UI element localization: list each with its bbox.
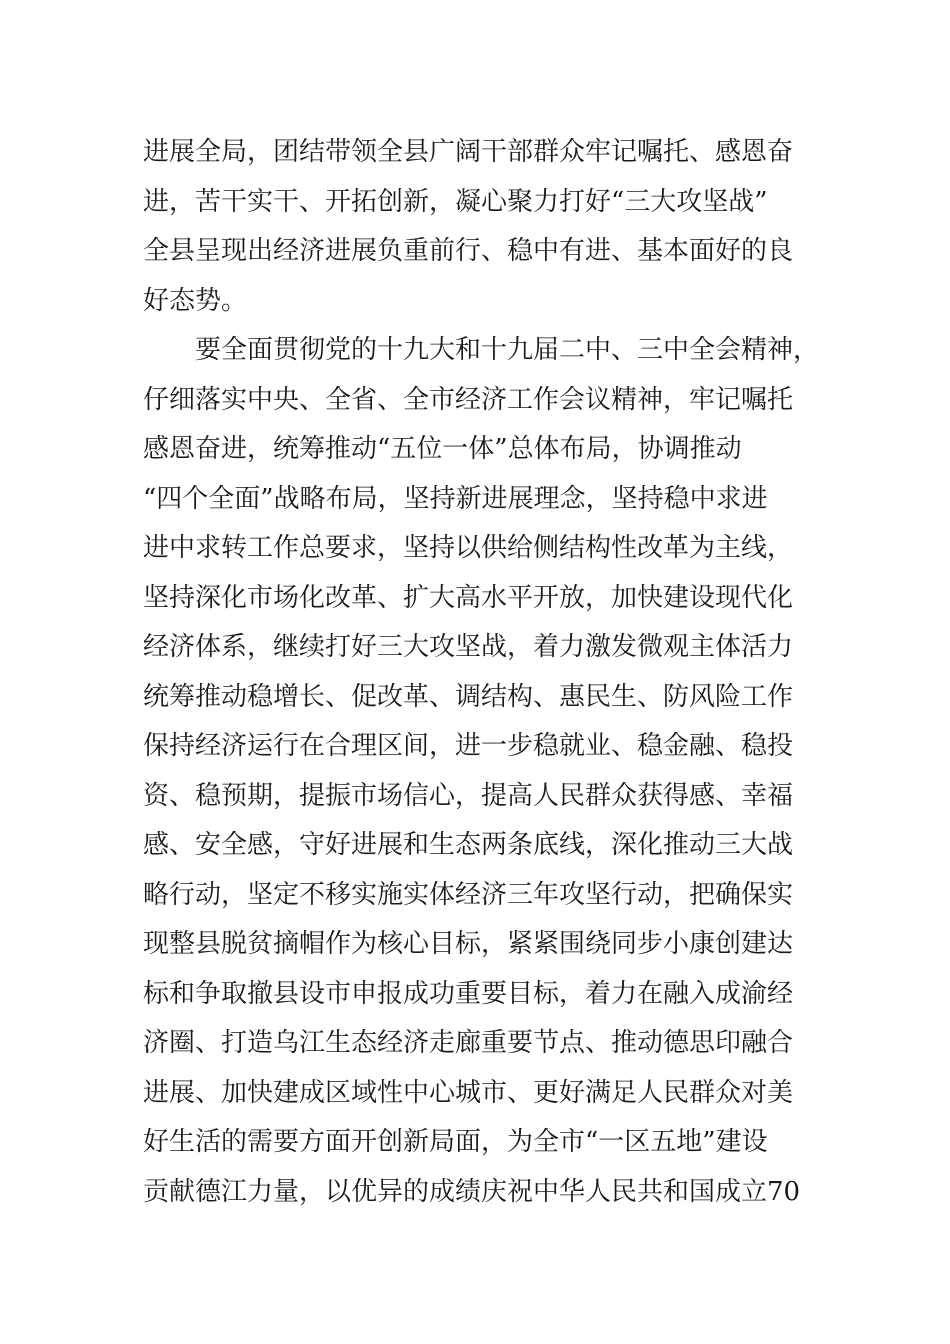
- text-line: 好态势。: [143, 285, 248, 316]
- text-line: 略行动，坚定不移实施实体经济三年攻坚行动，把确保实: [143, 879, 794, 910]
- text-line: 保持经济运行在合理区间，进一步稳就业、稳金融、稳投: [143, 731, 794, 761]
- text-line: 坚持深化市场化改革、扩大高水平开放，加快建设现代化: [143, 582, 794, 613]
- text-line: 好生活的需要方面开创新局面，为全市“一区五地”建设: [143, 1127, 768, 1157]
- text-line: 感恩奋进，统筹推动“五位一体”总体布局，协调推动: [143, 434, 742, 464]
- text-line: “四个全面”战略布局，坚持新进展理念，坚持稳中求进: [143, 483, 768, 514]
- text-line: 资、稳预期，提振市场信心，提高人民群众获得感、幸福: [143, 780, 794, 811]
- text-line: 要全面贯彻党的十九大和十九届二中、三中全会精神，: [195, 335, 820, 365]
- text-line: 进，苦干实干、开拓创新，凝心聚力打好“三大攻坚战”: [143, 186, 768, 217]
- document-body: [143, 128, 823, 1217]
- text-line: 进展全局，团结带领全县广阔干部群众牢记嘱托、感恩奋: [143, 137, 794, 167]
- text-line: 进中求转工作总要求，坚持以供给侧结构性改革为主线，: [143, 533, 794, 563]
- text-line: 统筹推动稳增长、促改革、调结构、惠民生、防风险工作: [143, 681, 794, 712]
- text-line: 全县呈现出经济进展负重前行、稳中有进、基本面好的良: [143, 236, 794, 266]
- text-line: 进展、加快建成区域性中心城市、更好满足人民群众对美: [143, 1077, 794, 1108]
- text-line: 标和争取撤县设市申报成功重要目标，着力在融入成渝经: [143, 978, 794, 1009]
- paragraph-1: [143, 128, 823, 326]
- paragraph-2: [143, 326, 823, 1217]
- text-line: 贡献德江力量，以优异的成绩庆祝中华人民共和国成立70: [143, 1176, 801, 1207]
- text-line: 经济体系，继续打好三大攻坚战，着力激发微观主体活力: [143, 632, 794, 662]
- text-line: 感、安全感，守好进展和生态两条底线，深化推动三大战: [143, 830, 794, 860]
- text-line: 现整县脱贫摘帽作为核心目标，紧紧围绕同步小康创建达: [143, 929, 794, 959]
- text-line: 济圈、打造乌江生态经济走廊重要节点、推动德思印融合: [143, 1028, 794, 1058]
- text-line: 仔细落实中央、全省、全市经济工作会议精神，牢记嘱托: [143, 384, 794, 415]
